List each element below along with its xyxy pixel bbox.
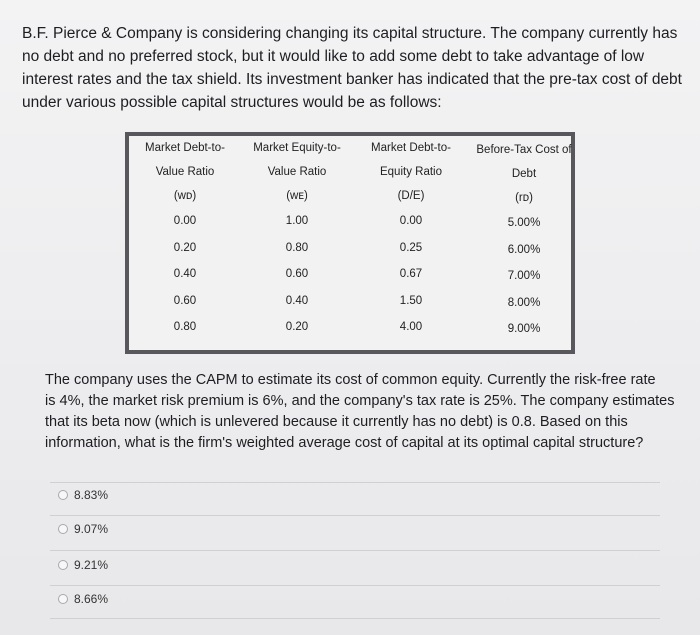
table-cell: 9.00% xyxy=(507,323,541,335)
question-line: The company uses the CAPM to estimate its cost of common equity. Currently the risk-free rate xyxy=(45,372,656,388)
divider xyxy=(50,550,660,551)
table-cell: 0.40 xyxy=(173,268,197,280)
option-label: 9.21% xyxy=(74,558,109,572)
table-cell: 0.25 xyxy=(399,241,423,254)
problem-intro xyxy=(22,22,682,114)
table-cell: 0.00 xyxy=(173,215,197,227)
radio-button[interactable] xyxy=(58,524,68,534)
table-cell: 0.40 xyxy=(285,294,309,307)
answer-option-c[interactable] xyxy=(58,555,108,575)
table-cell: 0.60 xyxy=(285,268,309,280)
table-cell: 0.20 xyxy=(285,321,309,333)
radio-button[interactable] xyxy=(58,594,68,604)
column-header: Market Debt-to- xyxy=(145,142,225,154)
option-label: 8.66% xyxy=(74,592,109,606)
table-cell: 5.00% xyxy=(507,217,541,229)
intro-line: interest rates and the tax shield. Its investment banker has indicated that the pre-tax cost of debt xyxy=(22,71,682,88)
cost-of-debt-column xyxy=(469,136,579,343)
table-cell: 0.00 xyxy=(399,215,423,227)
table-cell: 0.67 xyxy=(399,268,423,280)
intro-line: B.F. Pierce & Company is considering changing its capital structure. The company currently has xyxy=(22,25,678,42)
column-header: Value Ratio xyxy=(155,166,215,178)
table-cell: 4.00 xyxy=(399,321,423,333)
radio-button[interactable] xyxy=(58,490,68,500)
divider xyxy=(50,515,660,516)
answer-option-d[interactable] xyxy=(58,589,108,609)
column-header: Before-Tax Cost of xyxy=(476,144,572,156)
column-symbol: (wᴅ) xyxy=(173,190,197,202)
table-cell: 6.00% xyxy=(507,243,541,256)
answer-option-a[interactable] xyxy=(58,485,108,505)
table-cell: 7.00% xyxy=(507,270,541,282)
column-header: Market Equity-to- xyxy=(253,142,341,154)
column-header: Value Ratio xyxy=(267,166,327,178)
option-label: 8.83% xyxy=(74,488,109,502)
option-label: 9.07% xyxy=(74,522,109,536)
table-cell: 1.50 xyxy=(399,294,423,307)
column-symbol: (rᴅ) xyxy=(515,192,533,204)
table-cell: 8.00% xyxy=(507,296,541,309)
question-line: that its beta now (which is unlevered because it currently has no debt) is 0.8. Based on this xyxy=(45,414,628,430)
capital-structure-table xyxy=(125,132,575,354)
question-line: is 4%, the market risk premium is 6%, and the company's tax rate is 25%. The company estimates xyxy=(45,393,675,409)
column-symbol: (wᴇ) xyxy=(286,190,308,202)
divider xyxy=(50,618,660,619)
question-line: information, what is the firm's weighted average cost of capital at its optimal capital structure? xyxy=(45,435,644,451)
table-cell: 0.80 xyxy=(285,241,309,254)
debt-to-value-column xyxy=(131,136,239,341)
intro-line: no debt and no preferred stock, but it would like to add some debt to take advantage of low xyxy=(22,48,645,65)
table-cell: 0.20 xyxy=(173,241,197,254)
column-header: Debt xyxy=(511,168,537,180)
table-cell: 0.80 xyxy=(173,321,197,333)
intro-line: under various possible capital structures would be as follows: xyxy=(22,94,442,111)
table-cell: 1.00 xyxy=(285,215,309,227)
equity-to-value-column xyxy=(242,136,352,341)
radio-button[interactable] xyxy=(58,560,68,570)
column-symbol: (D/E) xyxy=(397,190,425,202)
divider xyxy=(50,585,660,586)
answer-option-b[interactable] xyxy=(58,519,108,539)
question-text xyxy=(45,370,675,454)
debt-to-equity-column xyxy=(355,136,467,341)
divider xyxy=(50,482,660,483)
column-header: Market Debt-to- xyxy=(371,142,451,154)
column-header: Equity Ratio xyxy=(379,166,442,178)
table-cell: 0.60 xyxy=(173,294,197,307)
